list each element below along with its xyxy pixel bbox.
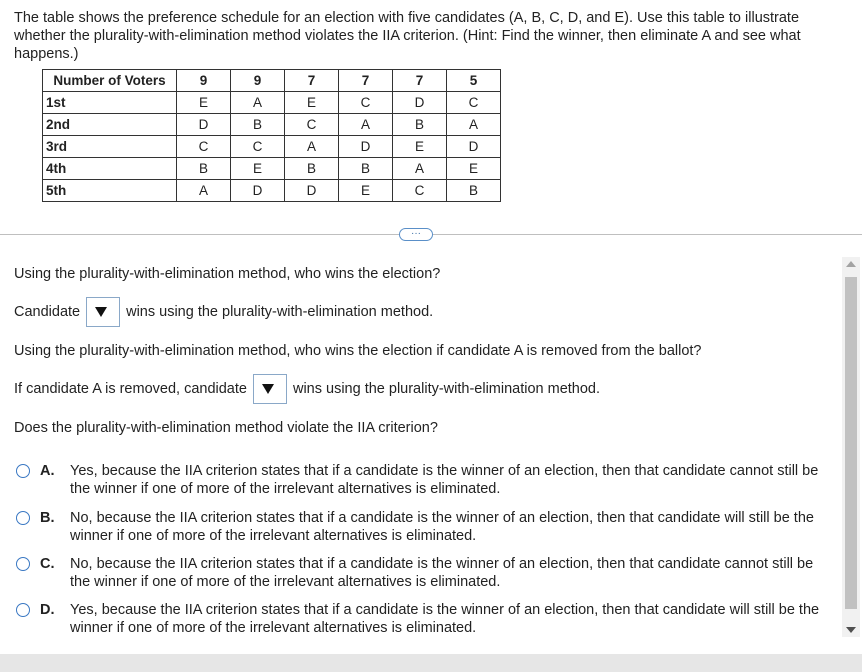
table-cell: D	[393, 92, 447, 114]
table-cell: D	[177, 114, 231, 136]
table-row	[43, 92, 501, 114]
footer-bar	[0, 654, 862, 672]
scroll-up-arrow-icon[interactable]	[846, 261, 856, 267]
q2-question: Using the plurality-with-elimination method, who wins the election if candidate A is removed from the ballot?	[14, 343, 702, 359]
option-text: Yes, because the IIA criterion states that if a candidate is the winner of an election, then that candidate cannot still be the winner if one of more of the irrelevant alternatives is eliminated.	[70, 463, 819, 497]
scroll-down-arrow-icon[interactable]	[846, 627, 856, 633]
option-letter: D.	[40, 602, 55, 618]
option-a[interactable]	[16, 462, 826, 498]
table-cell: B	[393, 114, 447, 136]
table-cell: B	[231, 114, 285, 136]
rank-label: 3rd	[43, 136, 177, 158]
table-cell: A	[177, 180, 231, 202]
table-row	[43, 114, 501, 136]
voter-count: 9	[177, 70, 231, 92]
q2-answer-line	[14, 374, 600, 404]
table-cell: C	[393, 180, 447, 202]
table-cell: D	[339, 136, 393, 158]
option-letter: A.	[40, 463, 55, 479]
table-cell: B	[447, 180, 501, 202]
table-row	[43, 158, 501, 180]
table-cell: B	[339, 158, 393, 180]
dropdown-arrow-icon	[95, 307, 107, 317]
q1-question: Using the plurality-with-elimination method, who wins the election?	[14, 266, 441, 282]
voter-count: 7	[285, 70, 339, 92]
table-cell: E	[339, 180, 393, 202]
rank-label: 5th	[43, 180, 177, 202]
q2-prefix: If candidate A is removed, candidate	[14, 381, 247, 397]
table-row	[43, 180, 501, 202]
table-cell: B	[285, 158, 339, 180]
option-c[interactable]	[16, 555, 826, 591]
table-cell: E	[231, 158, 285, 180]
scrollbar-thumb[interactable]	[845, 277, 857, 609]
table-header-row	[43, 70, 501, 92]
table-cell: D	[231, 180, 285, 202]
radio-icon[interactable]	[16, 603, 30, 617]
vertical-scrollbar[interactable]	[842, 257, 860, 637]
table-cell: D	[285, 180, 339, 202]
table-cell: B	[177, 158, 231, 180]
preference-table	[42, 69, 501, 202]
table-cell: A	[393, 158, 447, 180]
q1-candidate-dropdown[interactable]	[86, 297, 120, 327]
table-row	[43, 136, 501, 158]
q1-suffix: wins using the plurality-with-elimination method.	[126, 304, 434, 320]
radio-icon[interactable]	[16, 557, 30, 571]
table-cell: E	[447, 158, 501, 180]
q1-answer-line	[14, 297, 433, 327]
table-cell: C	[339, 92, 393, 114]
q2-suffix: wins using the plurality-with-elimination method.	[292, 381, 601, 397]
q3-question: Does the plurality-with-elimination method violate the IIA criterion?	[14, 420, 438, 436]
table-cell: A	[285, 136, 339, 158]
rank-label: 2nd	[43, 114, 177, 136]
option-letter: B.	[40, 510, 55, 526]
option-letter: C.	[40, 556, 55, 572]
problem-intro: The table shows the preference schedule for an election with five candidates (A, B, C, D, and E). Use this table to illustrate whether the plurality-with-elimination method violates the IIA criterion. (Hint: Find the winner, then eliminate A and see what happens.)	[14, 10, 801, 62]
voter-count: 7	[393, 70, 447, 92]
option-text: No, because the IIA criterion states that if a candidate is the winner of an election, then that candidate will still be the winner if one of more of the irrelevant alternatives is eliminated.	[70, 510, 814, 544]
option-b[interactable]	[16, 509, 826, 545]
table-cell: C	[447, 92, 501, 114]
table-cell: E	[177, 92, 231, 114]
option-d[interactable]	[16, 601, 826, 637]
table-cell: C	[177, 136, 231, 158]
table-cell: C	[231, 136, 285, 158]
table-cell: E	[285, 92, 339, 114]
voter-count: 7	[339, 70, 393, 92]
table-cell: D	[447, 136, 501, 158]
q2-candidate-dropdown[interactable]	[253, 374, 287, 404]
header-label: Number of Voters	[43, 70, 177, 92]
rank-label: 4th	[43, 158, 177, 180]
radio-icon[interactable]	[16, 464, 30, 478]
table-cell: A	[339, 114, 393, 136]
option-text: Yes, because the IIA criterion states that if a candidate is the winner of an election, then that candidate will still be the winner if one of more of the irrelevant alternatives is eliminated.	[70, 602, 820, 636]
table-cell: A	[231, 92, 285, 114]
table-cell: C	[285, 114, 339, 136]
dropdown-arrow-icon	[262, 384, 274, 394]
expand-more-button[interactable]: ···	[399, 228, 433, 241]
q1-prefix: Candidate	[14, 304, 81, 320]
table-cell: A	[447, 114, 501, 136]
option-text: No, because the IIA criterion states that if a candidate is the winner of an election, then that candidate cannot still be the winner if one of more of the irrelevant alternatives is eliminated.	[70, 556, 814, 590]
radio-icon[interactable]	[16, 511, 30, 525]
voter-count: 9	[231, 70, 285, 92]
table-cell: E	[393, 136, 447, 158]
rank-label: 1st	[43, 92, 177, 114]
voter-count: 5	[447, 70, 501, 92]
